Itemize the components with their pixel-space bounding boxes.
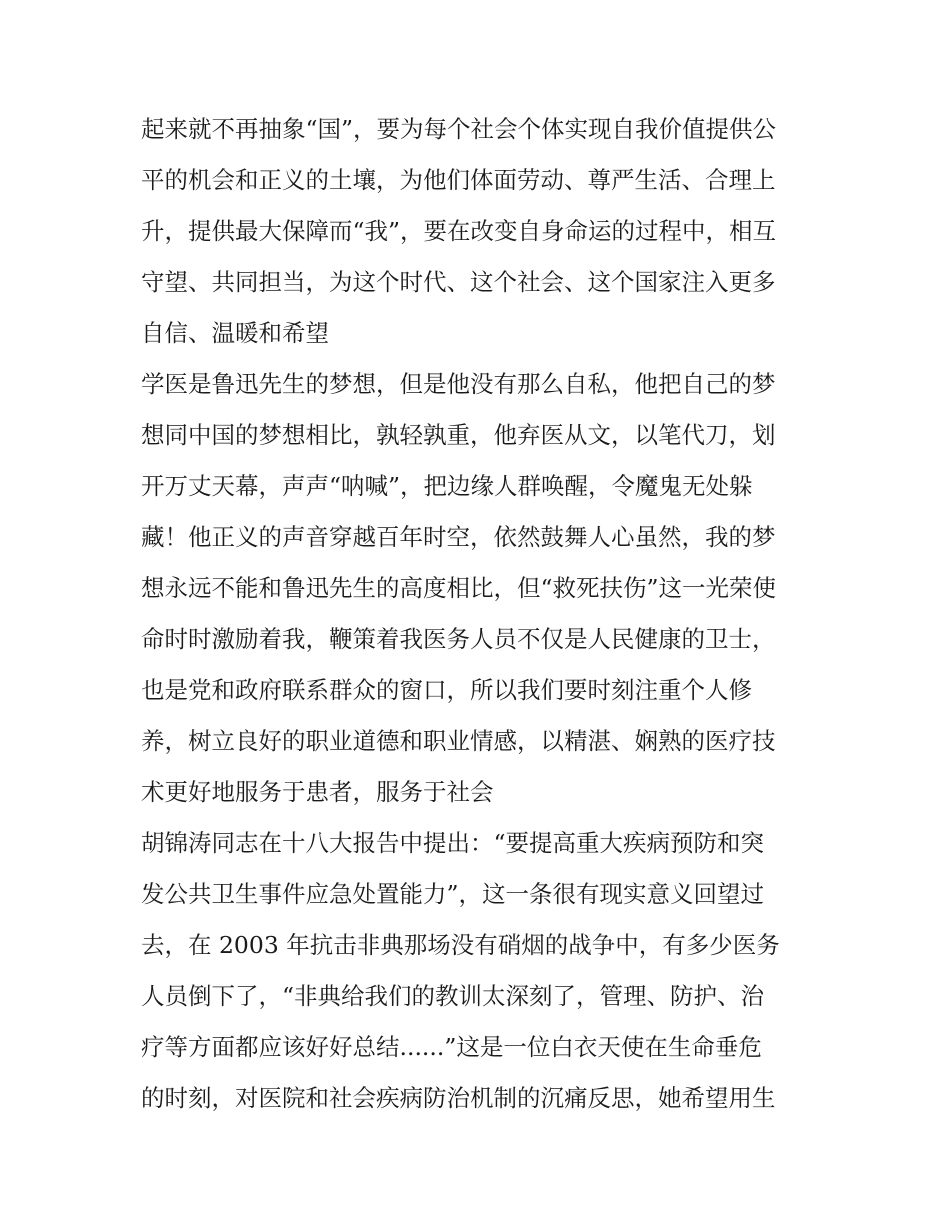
text-line: 的时刻，对医院和社会疾病防治机制的沉痛反思，她希望用生 <box>141 1084 776 1112</box>
text-line: 学医是鲁迅先生的梦想，但是他没有那么自私，他把自己的梦 <box>141 370 776 398</box>
text-line: 也是党和政府联系群众的窗口，所以我们要时刻注重个人修 <box>141 676 752 704</box>
text-line: 去，在 2003 年抗击非典那场没有硝烟的战争中，有多少医务 <box>141 931 780 959</box>
text-line: 平的机会和正义的土壤，为他们体面劳动、尊严生活、合理上 <box>141 166 776 194</box>
text-line: 想同中国的梦想相比，孰轻孰重，他弃医从文，以笔代刀，划 <box>141 421 776 449</box>
text-line: 开万丈天幕，声声“呐喊”，把边缘人群唤醒，令魔鬼无处躲 <box>141 472 753 500</box>
text-line: 发公共卫生事件应急处置能力”，这一条很有现实意义回望过 <box>141 880 765 908</box>
text-line: 想永远不能和鲁迅先生的高度相比，但“救死扶伤”这一光荣使 <box>141 574 777 602</box>
text-line: 藏！他正义的声音穿越百年时空，依然鼓舞人心虽然，我的梦 <box>141 523 776 551</box>
text-line: 起来就不再抽象“国”，要为每个社会个体实现自我价值提供公 <box>141 115 777 143</box>
text-line: 人员倒下了，“非典给我们的教训太深刻了，管理、防护、治 <box>141 982 765 1010</box>
text-line: 自信、温暖和希望 <box>141 319 329 347</box>
text-line: 胡锦涛同志在十八大报告中提出：“要提高重大疾病预防和突 <box>141 829 765 857</box>
text-line: 升，提供最大保障而“我”，要在改变自身命运的过程中，相互 <box>141 217 777 245</box>
text-line: 养，树立良好的职业道德和职业情感，以精湛、娴熟的医疗技 <box>141 727 776 755</box>
text-line: 疗等方面都应该好好总结......”这是一位白衣天使在生命垂危 <box>141 1033 762 1061</box>
text-line: 术更好地服务于患者，服务于社会 <box>141 778 494 806</box>
body-text <box>141 104 821 1124</box>
text-line: 守望、共同担当，为这个时代、这个社会、这个国家注入更多 <box>141 268 776 296</box>
text-line: 命时时激励着我，鞭策着我医务人员不仅是人民健康的卫士， <box>141 625 776 653</box>
